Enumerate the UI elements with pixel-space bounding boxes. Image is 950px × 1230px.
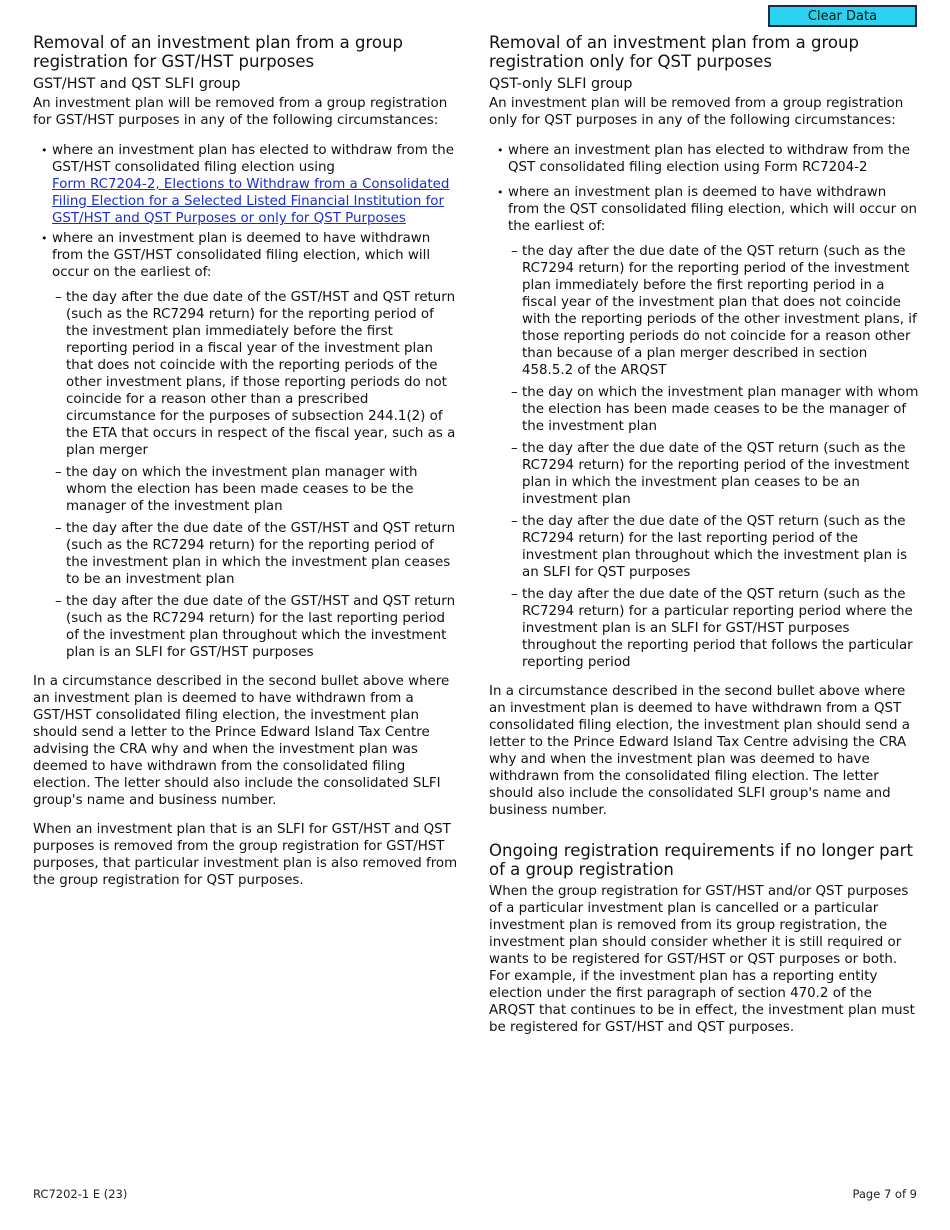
right-dash-item-2: – the day on which the investment plan manager with whom the election has been made ceases to be the manager of the investment plan bbox=[511, 384, 919, 435]
right-column bbox=[489, 33, 919, 1048]
left-column bbox=[33, 33, 458, 901]
right-heading: Removal of an investment plan from a group registration only for QST purposes bbox=[489, 33, 859, 71]
left-bullet-2 bbox=[41, 230, 458, 661]
left-bullet-1 bbox=[41, 142, 458, 227]
left-bullet-1-text: where an investment plan has elected to withdraw from the GST/HST consolidated filing election using bbox=[52, 143, 455, 175]
right-bullet-2-text: where an investment plan is deemed to have withdrawn from the QST consolidated filing election, which will occur on the earliest of: bbox=[508, 185, 918, 234]
left-bullet-list bbox=[33, 142, 458, 661]
left-intro: An investment plan will be removed from a group registration for GST/HST purposes in any of the following circumstances: bbox=[33, 96, 448, 128]
right-heading-2: Ongoing registration requirements if no longer part of a group registration bbox=[489, 841, 913, 879]
right-bullet-list bbox=[489, 142, 919, 671]
right-dash-list bbox=[508, 243, 919, 671]
form-identifier: RC7202-1 E (23) bbox=[33, 1187, 128, 1201]
right-bullet-2 bbox=[497, 184, 919, 671]
right-dash-item-1: – the day after the due date of the QST return (such as the RC7294 return) for the reporting period of the investment plan immediately before the first reporting period in a fiscal year of the investment plan that does not coincide with the reporting periods of the other investment plans, if those reporting periods do not coincide for a reason other than because of a plan merger described in section 458.5.2 of the ARQST bbox=[511, 243, 919, 379]
left-paragraph-2: When an investment plan that is an SLFI for GST/HST and QST purposes is removed from the group registration for GST/HST purposes, that particular investment plan is also removed from the group registration for QST purposes. bbox=[33, 822, 458, 888]
right-paragraph-1: In a circumstance described in the second bullet above where an investment plan is deemed to have withdrawn from a QST consolidated filing election, the investment plan should send a letter to the Prince Edward Island Tax Centre advising the CRA why and when the investment plan was deemed to have withdrawn from the consolidated filing election. The letter should also include the consolidated SLFI group's name and business number. bbox=[489, 684, 911, 818]
left-subheading: GST/HST and QST SLFI group bbox=[33, 76, 241, 92]
right-paragraph-2: When the group registration for GST/HST and/or QST purposes of a particular investment plan is cancelled or a particular investment plan is removed from its group registration, the investment plan should consider whether it is still required or wants to be registered for GST/HST or QST purposes or both. For example, if the investment plan has a reporting entity election under the first paragraph of section 470.2 of the ARQST that continues to be in effect, the investment plan must be registered for GST/HST and QST purposes. bbox=[489, 884, 915, 1035]
left-dash-item-2: – the day on which the investment plan manager with whom the election has been made ceases to be the manager of the investment plan bbox=[55, 464, 458, 515]
right-dash-item-3: – the day after the due date of the QST return (such as the RC7294 return) for the reporting period of the investment plan in which the investment plan ceases to be an investment plan bbox=[511, 440, 919, 508]
clear-data-button[interactable]: Clear Data bbox=[768, 5, 917, 27]
left-bullet-2-text: where an investment plan is deemed to have withdrawn from the GST/HST consolidated filing election, which will occur on the earliest of: bbox=[52, 231, 431, 280]
right-subheading: QST-only SLFI group bbox=[489, 76, 633, 92]
form-rc7204-2-link[interactable]: Form RC7204-2, Elections to Withdraw from a Consolidated Filing Election for a Selected Listed Financial Institution for GST/HST and QST Purposes or only for QST Purposes bbox=[52, 177, 450, 226]
right-dash-item-4: – the day after the due date of the QST return (such as the RC7294 return) for the last reporting period of the investment plan throughout which the investment plan is an SLFI for QST purposes bbox=[511, 513, 919, 581]
left-dash-list bbox=[52, 289, 458, 661]
right-bullet-1: • where an investment plan has elected to withdraw from the QST consolidated filing election using Form RC7204-2 bbox=[497, 142, 919, 176]
left-paragraph-1: In a circumstance described in the second bullet above where an investment plan is deemed to have withdrawn from a GST/HST consolidated filing election, the investment plan should send a letter to the Prince Edward Island Tax Centre advising the CRA why and when the investment plan was deemed to have withdrawn from the consolidated filing election. The letter should also include the consolidated SLFI group's name and business number. bbox=[33, 674, 450, 808]
right-intro: An investment plan will be removed from a group registration only for QST purposes in any of the following circumstances: bbox=[489, 96, 904, 128]
left-dash-item-1: – the day after the due date of the GST/HST and QST return (such as the RC7294 return) for the reporting period of the investment plan immediately before the first reporting period in a fiscal year of the investment plan that does not coincide with the reporting periods of the other investment plans, if those reporting periods do not coincide for a reason other than a prescribed circumstance for the purposes of subsection 244.1(2) of the ETA that occurs in respect of the fiscal year, such as a plan merger bbox=[55, 289, 458, 459]
left-dash-item-4: – the day after the due date of the GST/HST and QST return (such as the RC7294 return) for the last reporting period of the investment plan throughout which the investment plan is an SLFI for GST/HST purposes bbox=[55, 593, 458, 661]
left-heading: Removal of an investment plan from a group registration for GST/HST purposes bbox=[33, 33, 403, 71]
page-number: Page 7 of 9 bbox=[852, 1187, 917, 1201]
right-dash-item-5: – the day after the due date of the QST return (such as the RC7294 return) for a particular reporting period where the investment plan is an SLFI for GST/HST purposes throughout the reporting period that follows the particular reporting period bbox=[511, 586, 919, 671]
left-dash-item-3: – the day after the due date of the GST/HST and QST return (such as the RC7294 return) for the reporting period of the investment plan in which the investment plan ceases to be an investment plan bbox=[55, 520, 458, 588]
